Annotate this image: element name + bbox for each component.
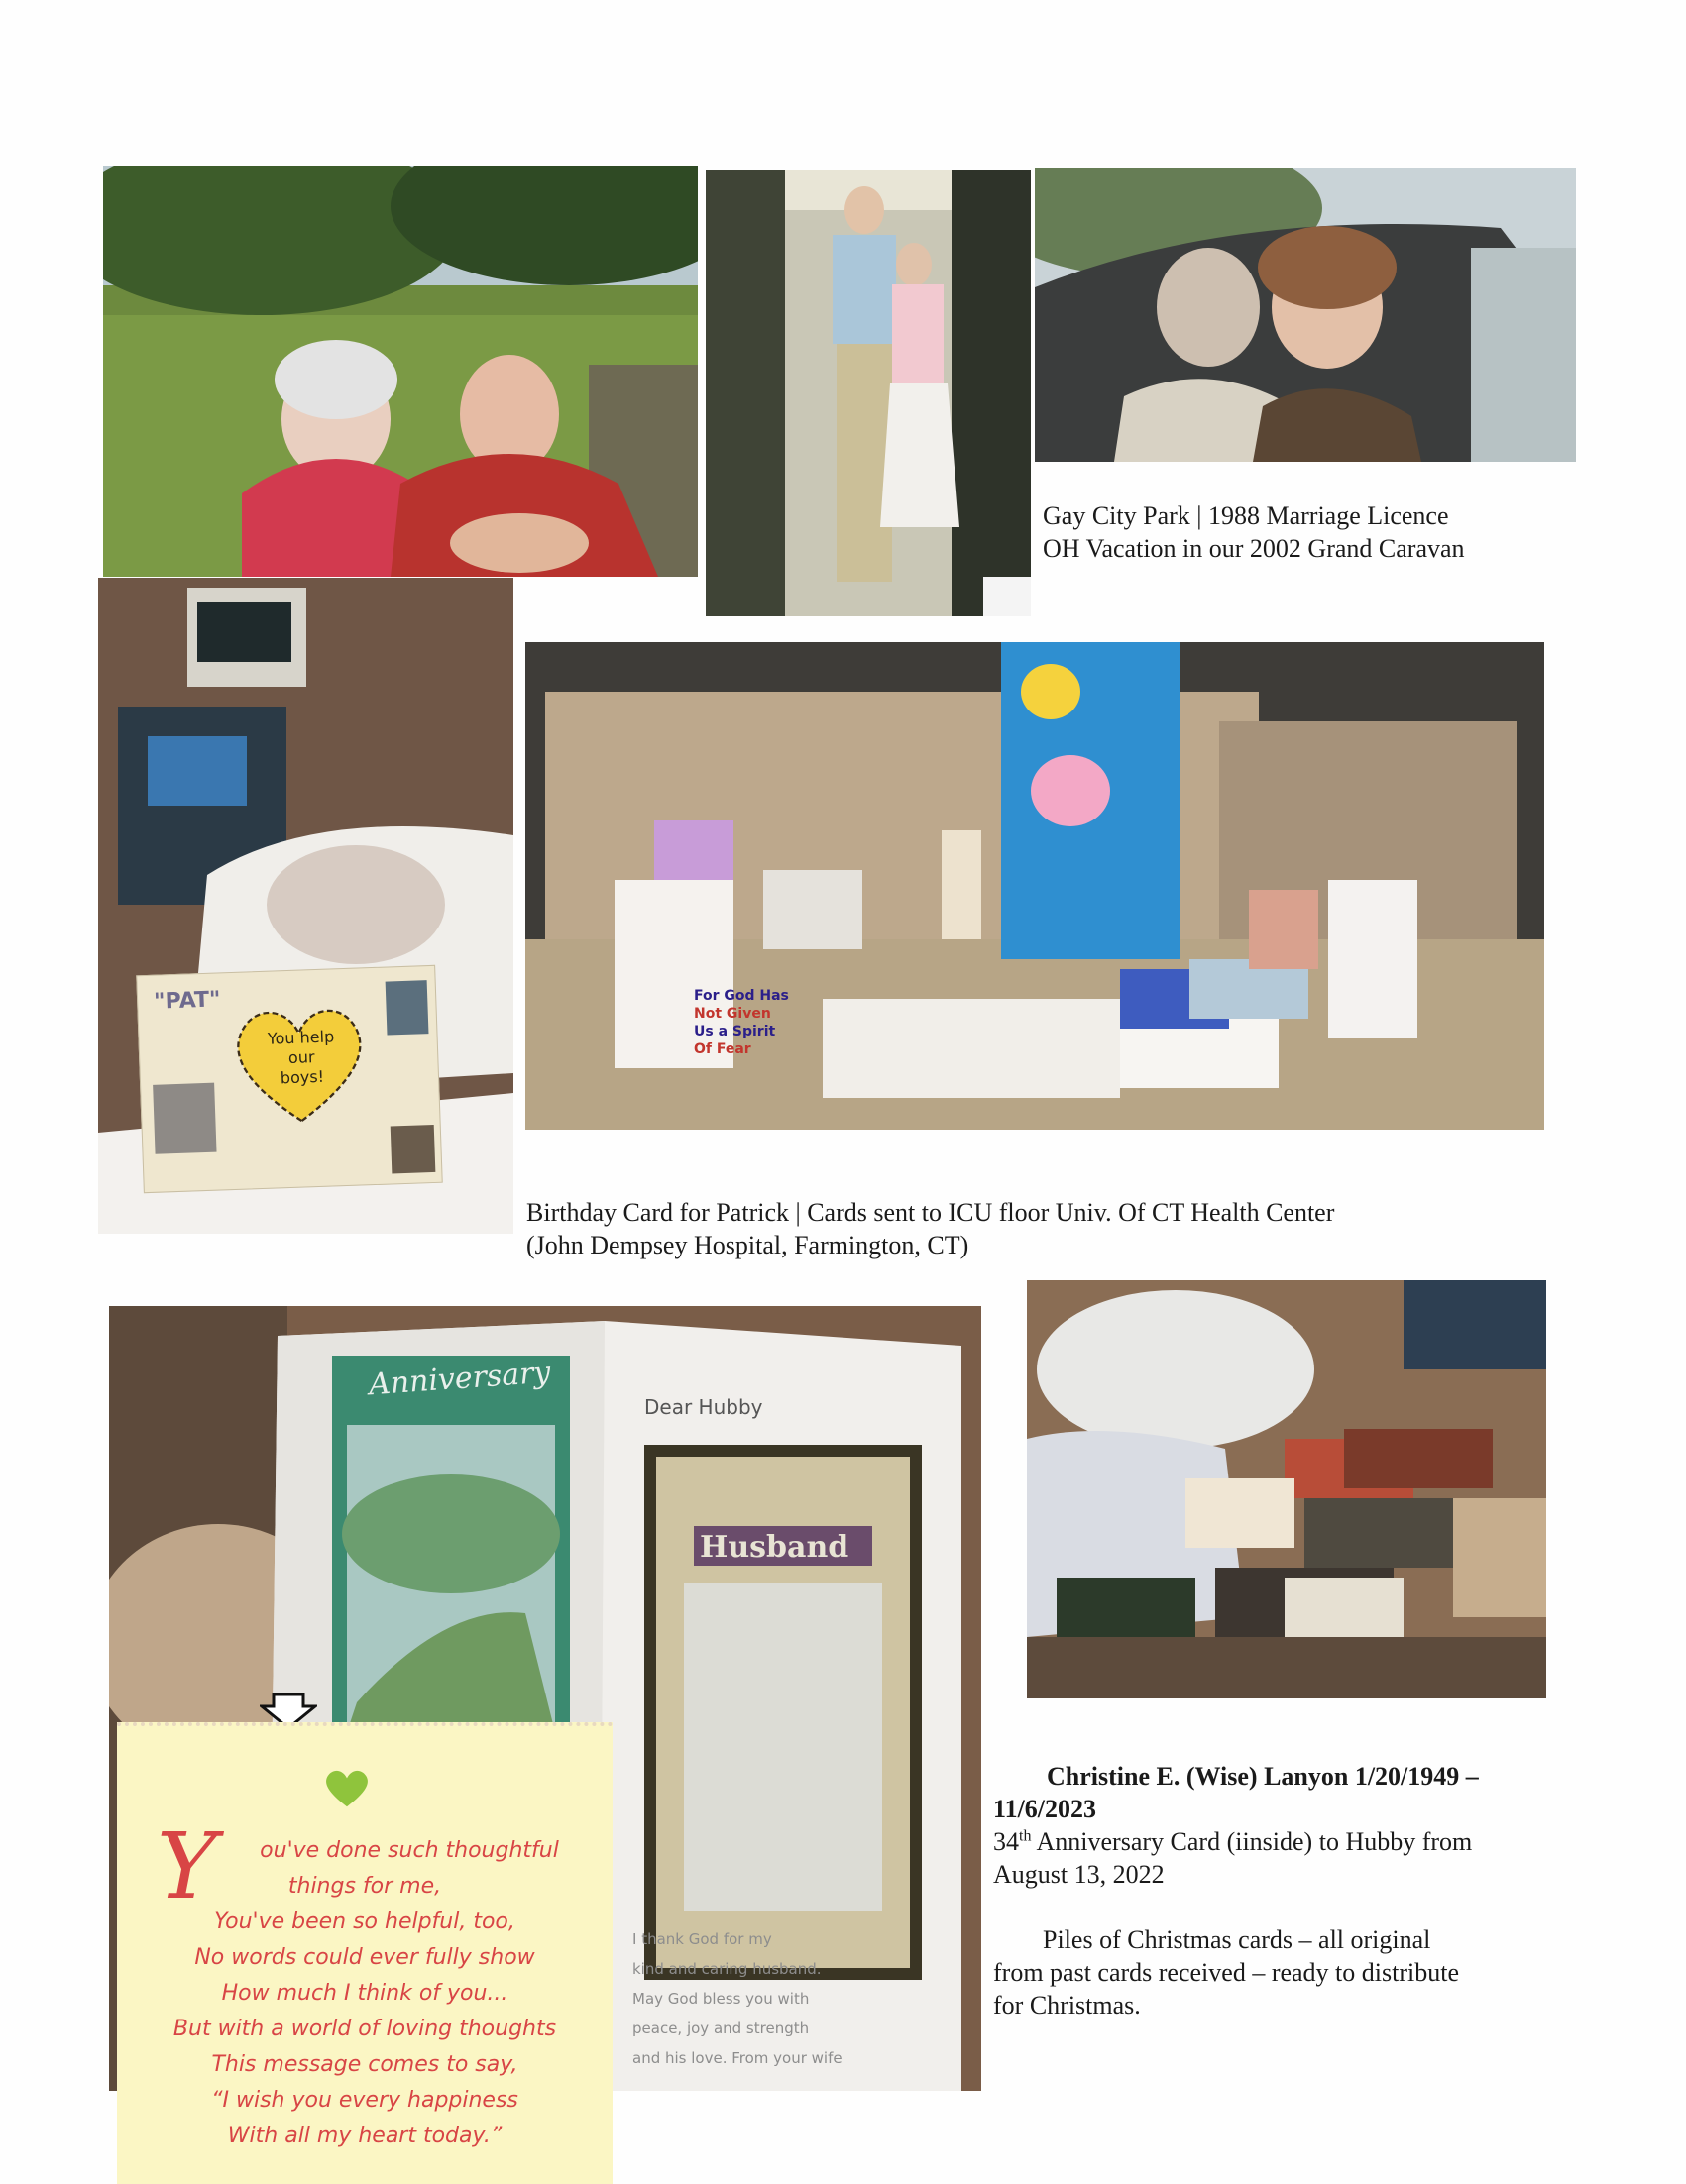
- heart-text-line-2: our: [287, 1047, 315, 1068]
- poem-line: things for me,: [287, 1874, 442, 1899]
- heart-text-line-1: You help: [267, 1027, 335, 1048]
- caption-middle-line-1: Birthday Card for Patrick | Cards sent to ICU floor Univ. Of CT Health Center: [526, 1198, 1335, 1227]
- poem-line: With all my heart today.”: [227, 2124, 503, 2148]
- photo-marriage-licence: [706, 170, 1031, 616]
- ford-gold-line: Us a Spirit: [694, 1024, 776, 1039]
- ford-gold-line: For God Has: [694, 988, 789, 1004]
- pat-label: "PAT": [153, 987, 221, 1015]
- stamp-photo: [391, 1125, 436, 1174]
- ford-gold-line: Of Fear: [694, 1041, 751, 1057]
- poem-line: This message comes to say,: [211, 2052, 518, 2077]
- heart-text-line-3: boys!: [280, 1066, 325, 1088]
- note-line: peace, joy and strength: [632, 2020, 810, 2037]
- poem-line: You've been so helpful, too,: [214, 1910, 515, 1934]
- caption-top: [1043, 499, 1465, 565]
- photo-grand-caravan: [1035, 168, 1576, 462]
- anniv-sup: th: [1019, 1827, 1032, 1845]
- anniversary-word: Anniversary: [368, 1355, 552, 1403]
- caption-memorial: [993, 1760, 1479, 2021]
- caption-middle: [526, 1196, 1334, 1261]
- caption-top-line-2: OH Vacation in our 2002 Grand Caravan: [1043, 534, 1465, 563]
- poem-line: But with a world of loving thoughts: [172, 2017, 557, 2041]
- photo-christmas-cards: [1027, 1280, 1546, 1698]
- anniv-rest: Anniversary Card (iinside) to Hubby from: [1031, 1827, 1473, 1856]
- note-line: and his love. From your wife: [632, 2049, 843, 2067]
- poem-line: No words could ever fully show: [194, 1945, 535, 1970]
- birthday-card: [136, 965, 442, 1193]
- heart-icon: [323, 1766, 371, 1809]
- poem-initial: Y: [157, 1813, 217, 1919]
- memorial-piles-line-1: Piles of Christmas cards – all original: [1043, 1925, 1431, 1954]
- caption-top-line-1: Gay City Park | 1988 Marriage Licence: [1043, 501, 1449, 530]
- caption-middle-line-2: (John Dempsey Hospital, Farmington, CT): [526, 1231, 969, 1259]
- poem-card: [117, 1722, 613, 2184]
- stamp-photo: [153, 1083, 216, 1154]
- memorial-piles-line-2: from past cards received – ready to distribute: [993, 1958, 1459, 1987]
- poem-line: ou've done such thoughtful: [260, 1838, 559, 1863]
- anniv-prefix: 34: [993, 1827, 1019, 1856]
- poem-text: [137, 1833, 593, 2154]
- memorial-piles-line-3: for Christmas.: [993, 1991, 1141, 2020]
- ford-gold-card: [694, 987, 789, 1058]
- photo-gay-city-park: [103, 166, 698, 577]
- poem-line: How much I think of you...: [221, 1981, 508, 2006]
- spacer: [993, 1891, 1479, 1923]
- ford-gold-line: Not Given: [694, 1006, 771, 1022]
- photo-icu-patient: [98, 578, 513, 1234]
- dear-hubby-text: Dear Hubby: [644, 1395, 763, 1419]
- memorial-name-line-1: Christine E. (Wise) Lanyon 1/20/1949 –: [1047, 1762, 1479, 1791]
- stamp-photo: [386, 980, 429, 1035]
- note-line: I thank God for my: [632, 1930, 772, 1948]
- note-line: May God bless you with: [632, 1990, 810, 2008]
- memorial-anniv-date: August 13, 2022: [993, 1860, 1165, 1889]
- note-line: kind and caring husband.: [632, 1960, 822, 1978]
- heart-text: [246, 1027, 357, 1090]
- photo-icu-cards: [525, 642, 1544, 1130]
- husband-word: Husband: [700, 1530, 849, 1565]
- poem-line: “I wish you every happiness: [211, 2088, 518, 2113]
- memorial-anniv-line: [993, 1825, 1479, 1858]
- memorial-name-line-2: 11/6/2023: [993, 1795, 1097, 1823]
- handwritten-note: [632, 1924, 969, 2073]
